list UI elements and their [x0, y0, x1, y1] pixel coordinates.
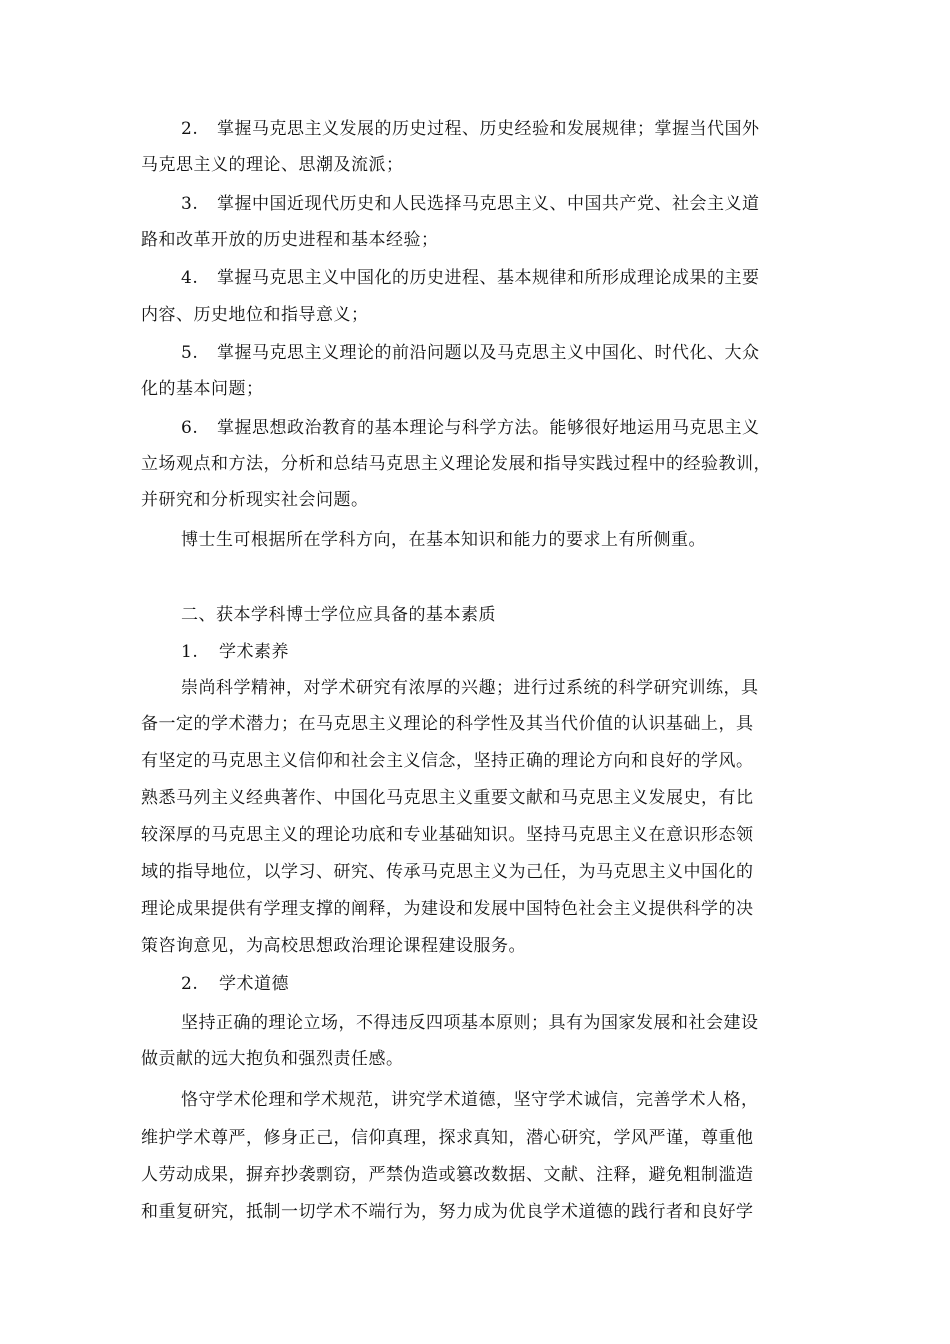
paragraph-line: 崇尚科学精神，对学术研究有浓厚的兴趣；进行过系统的科学研究训练，具 [181, 678, 759, 698]
list-item-5-line-1 [181, 341, 760, 365]
list-text: 掌握马克思主义中国化的历史进程、基本规律和所形成理论成果的主要 [217, 268, 760, 288]
list-item-5-line-2: 化的基本问题； [141, 379, 264, 399]
list-item-3-line-2: 路和改革开放的历史进程和基本经验； [141, 230, 439, 250]
subheading-number: 2. [181, 974, 199, 994]
paragraph-line: 和重复研究，抵制一切学术不端行为，努力成为优良学术道德的践行者和良好学 [141, 1202, 754, 1222]
section-heading: 二、获本学科博士学位应具备的基本素质 [181, 605, 496, 625]
list-text: 掌握马克思主义理论的前沿问题以及马克思主义中国化、时代化、大众 [217, 343, 760, 363]
paragraph-line: 坚持正确的理论立场，不得违反四项基本原则；具有为国家发展和社会建设 [181, 1013, 759, 1033]
paragraph-line: 较深厚的马克思主义的理论功底和专业基础知识。坚持马克思主义在意识形态领 [141, 825, 754, 845]
paragraph-line: 人劳动成果，摒弃抄袭剽窃，严禁伪造或篡改数据、文献、注释，避免粗制滥造 [141, 1165, 754, 1185]
paragraph-line: 域的指导地位，以学习、研究、传承马克思主义为己任，为马克思主义中国化的 [141, 862, 754, 882]
paragraph-line: 做贡献的远大抱负和强烈责任感。 [141, 1049, 404, 1069]
paragraph-line: 策咨询意见，为高校思想政治理论课程建设服务。 [141, 936, 526, 956]
paragraph-line: 备一定的学术潜力；在马克思主义理论的科学性及其当代价值的认识基础上，具 [141, 714, 754, 734]
subheading-number: 1. [181, 642, 199, 662]
subheading-title: 学术素养 [219, 642, 289, 662]
list-item-2-line-2: 马克思主义的理论、思潮及流派； [141, 155, 404, 175]
paragraph-line: 理论成果提供有学理支撑的阐释，为建设和发展中国特色社会主义提供科学的决 [141, 899, 754, 919]
paragraph-line: 恪守学术伦理和学术规范，讲究学术道德，坚守学术诚信，完善学术人格， [181, 1090, 759, 1110]
list-item-3-line-1 [181, 192, 760, 216]
note-paragraph: 博士生可根据所在学科方向，在基本知识和能力的要求上有所侧重。 [181, 530, 706, 550]
subheading-title: 学术道德 [219, 974, 289, 994]
list-item-6-line-2: 立场观点和方法，分析和总结马克思主义理论发展和指导实践过程中的经验教训， [141, 454, 771, 474]
paragraph-line: 有坚定的马克思主义信仰和社会主义信念，坚持正确的理论方向和良好的学风。 [141, 751, 754, 771]
list-number: 6. [181, 418, 199, 438]
list-item-4-line-1 [181, 266, 760, 290]
list-item-6-line-1 [181, 416, 760, 440]
paragraph-line: 熟悉马列主义经典著作、中国化马克思主义重要文献和马克思主义发展史，有比 [141, 788, 754, 808]
list-item-2-line-1 [181, 117, 760, 141]
list-text: 掌握马克思主义发展的历史过程、历史经验和发展规律；掌握当代国外 [217, 119, 760, 139]
subheading-academic-ethics [181, 972, 289, 996]
list-number: 3. [181, 194, 199, 214]
list-item-4-line-2: 内容、历史地位和指导意义； [141, 305, 369, 325]
list-number: 2. [181, 119, 199, 139]
list-text: 掌握中国近现代历史和人民选择马克思主义、中国共产党、社会主义道 [217, 194, 760, 214]
list-number: 4. [181, 268, 199, 288]
list-text: 掌握思想政治教育的基本理论与科学方法。能够很好地运用马克思主义 [217, 418, 760, 438]
list-number: 5. [181, 343, 199, 363]
paragraph-line: 维护学术尊严，修身正己，信仰真理，探求真知，潜心研究，学风严谨，尊重他 [141, 1128, 754, 1148]
subheading-academic-literacy [181, 640, 289, 664]
list-item-6-line-3: 并研究和分析现实社会问题。 [141, 490, 369, 510]
